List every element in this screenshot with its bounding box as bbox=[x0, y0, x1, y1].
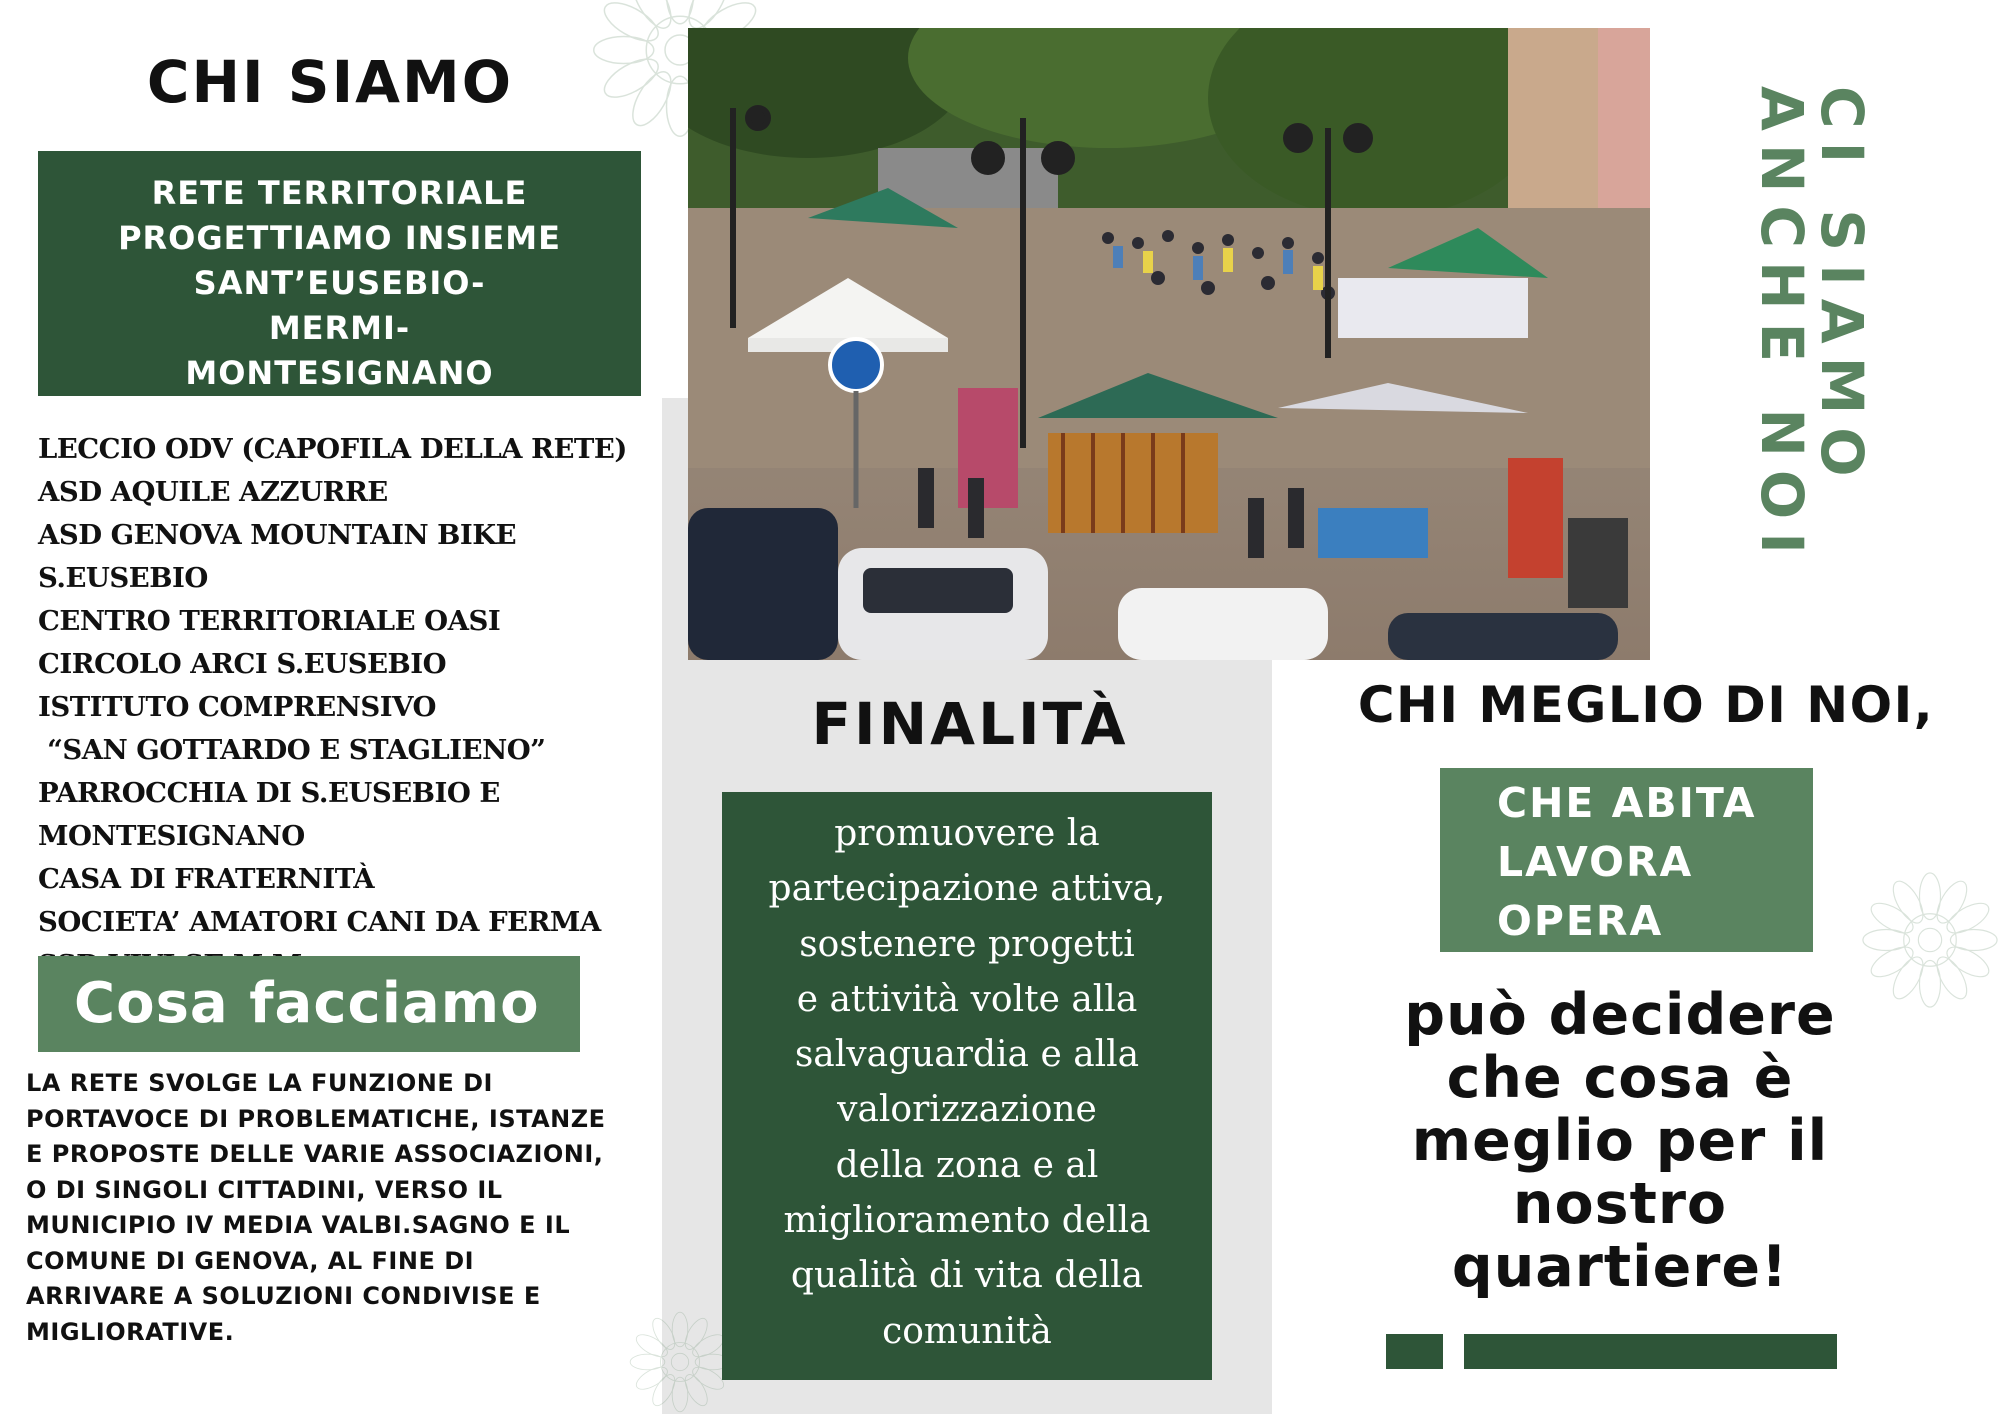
cosa-facciamo-banner bbox=[38, 956, 580, 1052]
chi-siamo-title: CHI SIAMO bbox=[146, 48, 514, 116]
decorative-bar-long bbox=[1464, 1334, 1837, 1369]
vertical-slogan-line: ANCHE NOI bbox=[1748, 86, 1816, 567]
purpose-box bbox=[722, 792, 1212, 1380]
network-name-line: MERMI- bbox=[268, 309, 411, 347]
closing-line: meglio per il bbox=[1411, 1108, 1829, 1174]
purpose-line: promuovere la bbox=[834, 813, 1100, 854]
finalita-title: FINALITÀ bbox=[811, 690, 1129, 758]
associations-list bbox=[38, 428, 678, 987]
association-item: ASD GENOVA MOUNTAIN BIKE S.EUSEBIO bbox=[38, 519, 517, 594]
vertical-slogan-line: CI SIAMO bbox=[1808, 86, 1876, 490]
association-item: CENTRO TERRITORIALE OASI bbox=[38, 605, 501, 637]
association-item: “SAN GOTTARDO E STAGLIENO” bbox=[38, 734, 546, 766]
mandala-decoration-right bbox=[1860, 820, 2000, 1060]
network-name-line: RETE TERRITORIALE bbox=[151, 174, 528, 212]
association-item: CASA DI FRATERNITÀ bbox=[38, 863, 375, 895]
description-line: MUNICIPIO IV MEDIA VALBI.SAGNO E IL bbox=[26, 1211, 571, 1239]
closing-line: può decidere bbox=[1404, 982, 1836, 1048]
vertical-slogan-text bbox=[1748, 86, 1876, 567]
description-line: COMUNE DI GENOVA, AL FINE DI bbox=[26, 1246, 475, 1275]
who-box bbox=[1440, 768, 1813, 952]
association-item: SOCIETA’ AMATORI CANI DA FERMA bbox=[38, 906, 601, 938]
closing-statement bbox=[1370, 984, 1870, 1299]
purpose-line: della zona e al bbox=[835, 1144, 1099, 1186]
who-line: CHE ABITA bbox=[1497, 779, 1757, 827]
purpose-line: e attività volte alla bbox=[796, 978, 1138, 1020]
who-line: OPERA bbox=[1497, 897, 1664, 945]
purpose-line: miglioramento della bbox=[783, 1200, 1151, 1242]
network-description bbox=[26, 1066, 626, 1350]
street-market-photo bbox=[688, 28, 1650, 660]
decorative-bar-short bbox=[1386, 1334, 1443, 1369]
cosa-facciamo-title: Cosa facciamo bbox=[74, 971, 540, 1036]
description-line: PORTAVOCE DI PROBLEMATICHE, ISTANZE bbox=[26, 1104, 606, 1133]
association-item: PARROCCHIA DI S.EUSEBIO E bbox=[38, 777, 500, 809]
closing-line: quartiere! bbox=[1451, 1234, 1789, 1300]
network-name-box bbox=[38, 151, 641, 396]
closing-line: nostro bbox=[1512, 1171, 1728, 1237]
who-line: LAVORA bbox=[1497, 838, 1694, 886]
purpose-line: salvaguardia e alla bbox=[794, 1034, 1140, 1076]
purpose-line: partecipazione attiva, bbox=[768, 868, 1166, 910]
description-line: E PROPOSTE DELLE VARIE ASSOCIAZIONI, bbox=[26, 1140, 604, 1168]
network-name-line: PROGETTIAMO INSIEME bbox=[118, 219, 561, 257]
association-item: CIRCOLO ARCI S.EUSEBIO bbox=[38, 648, 447, 680]
network-name-line: MONTESIGNANO bbox=[185, 354, 494, 392]
purpose-line: comunità bbox=[882, 1310, 1052, 1352]
description-line: LA RETE SVOLGE LA FUNZIONE DI bbox=[26, 1069, 493, 1097]
description-line: MIGLIORATIVE. bbox=[26, 1317, 235, 1346]
association-item: ISTITUTO COMPRENSIVO bbox=[38, 691, 436, 723]
closing-line: che cosa è bbox=[1446, 1045, 1794, 1111]
purpose-line: valorizzazione bbox=[837, 1089, 1097, 1131]
association-item: ASD AQUILE AZZURRE bbox=[38, 476, 388, 508]
association-item: MONTESIGNANO bbox=[38, 820, 305, 852]
chi-meglio-headline: CHI MEGLIO DI NOI, bbox=[1357, 676, 1935, 734]
description-line: O DI SINGOLI CITTADINI, VERSO IL bbox=[26, 1175, 503, 1204]
vertical-slogan bbox=[1748, 86, 1882, 576]
purpose-line: qualità di vita della bbox=[790, 1255, 1144, 1297]
purpose-line: sostenere progetti bbox=[799, 923, 1135, 965]
association-item: LECCIO ODV (CAPOFILA DELLA RETE) bbox=[38, 433, 627, 465]
network-name-line: SANT’EUSEBIO- bbox=[193, 264, 486, 302]
description-line: ARRIVARE A SOLUZIONI CONDIVISE E bbox=[26, 1282, 541, 1310]
